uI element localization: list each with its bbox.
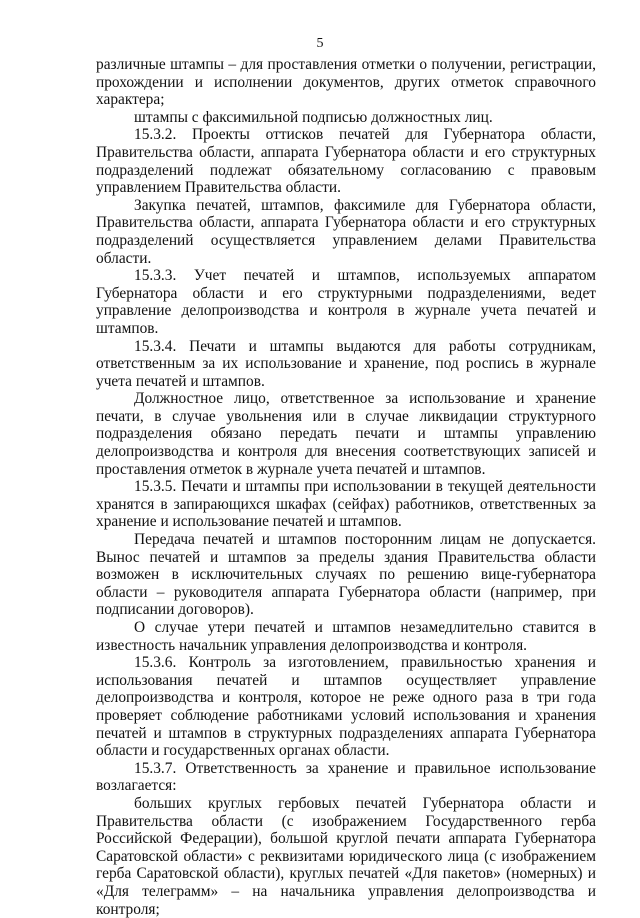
paragraph-procurement: Закупка печатей, штампов, факсимиле для Губернатора области, Правительства области, аппарата Губернатора области и его структурных подразделений осуществляется управлением делами Правительства области. xyxy=(96,196,596,267)
paragraph-responsible-official: Должностное лицо, ответственное за использование и хранение печати, в случае увольнения или в случае ликвидации структурного подразделения обязано передать печати и штампы управлению делопроизводства и контроля для внесения соответствующих записей и проставления отметок в журнале учета печатей и штампов. xyxy=(96,390,596,478)
page-number: 5 xyxy=(316,36,324,51)
paragraph-15-3-5: 15.3.5. Печати и штампы при использовании в текущей деятельности хранятся в запирающихся шкафах (сейфах) работников, ответственных за хранение и использование печатей и штампов. xyxy=(96,478,596,531)
paragraph-15-3-2: 15.3.2. Проекты оттисков печатей для Губернатора области, Правительства области, аппарата Губернатора области и его структурных подразделений подлежат обязательному согласованию с правовым управлением Правительства области. xyxy=(96,126,596,197)
paragraph-15-3-3: 15.3.3. Учет печатей и штампов, используемых аппаратом Губернатора области и его структурными подразделениями, ведет управление делопроизводства и контроля в журнале учета печатей и штампов. xyxy=(96,267,596,337)
paragraph-15-3-7: 15.3.7. Ответственность за хранение и правильное использование возлагается: xyxy=(96,759,596,795)
paragraph-15-3-6: 15.3.6. Контроль за изготовлением, правильностью хранения и использования печатей и штампов осуществляет управление делопроизводства и контроля, которое не реже одного раза в три года проверяет соблюдение работниками условий использования и хранения печатей и штампов в структурных подразделениях аппарата Губернатора области и государственных органах области. xyxy=(96,654,596,760)
paragraph-large-seals: больших круглых гербовых печатей Губернатора области и Правительства области (с изображением Государственного герба Российской Федерации), большой круглой печати аппарата Губернатора Саратовской области» с реквизитами юридического лица (с изображением герба Саратовской области), круглых печатей «Для пакетов» (номерных) и «Для телеграмм» – на начальника управления делопроизводства и контроля; xyxy=(96,794,596,918)
document-body xyxy=(96,56,596,918)
paragraph-facsimile-stamps: штампы с факсимильной подписью должностных лиц. xyxy=(134,108,493,126)
paragraph-loss-notice: О случае утери печатей и штампов незамедлительно ставится в известность начальник управления делопроизводства и контроля. xyxy=(96,619,596,654)
paragraph-15-3-4: 15.3.4. Печати и штампы выдаются для работы сотрудникам, ответственным за их использование и хранение, под роспись в журнале учета печатей и штампов. xyxy=(96,337,596,390)
paragraph-transfer-prohibited: Передача печатей и штампов посторонним лицам не допускается. Вынос печатей и штампов за пределы здания Правительства области возможен в исключительных случаях по решению вице-губернатора области – руководителя аппарата Губернатора области (например, при подписании договоров). xyxy=(96,531,596,619)
paragraph-stamps-types: различные штампы – для проставления отметки о получении, регистрации, прохождении и исполнении документов, других отметок справочного характера; xyxy=(96,56,596,109)
